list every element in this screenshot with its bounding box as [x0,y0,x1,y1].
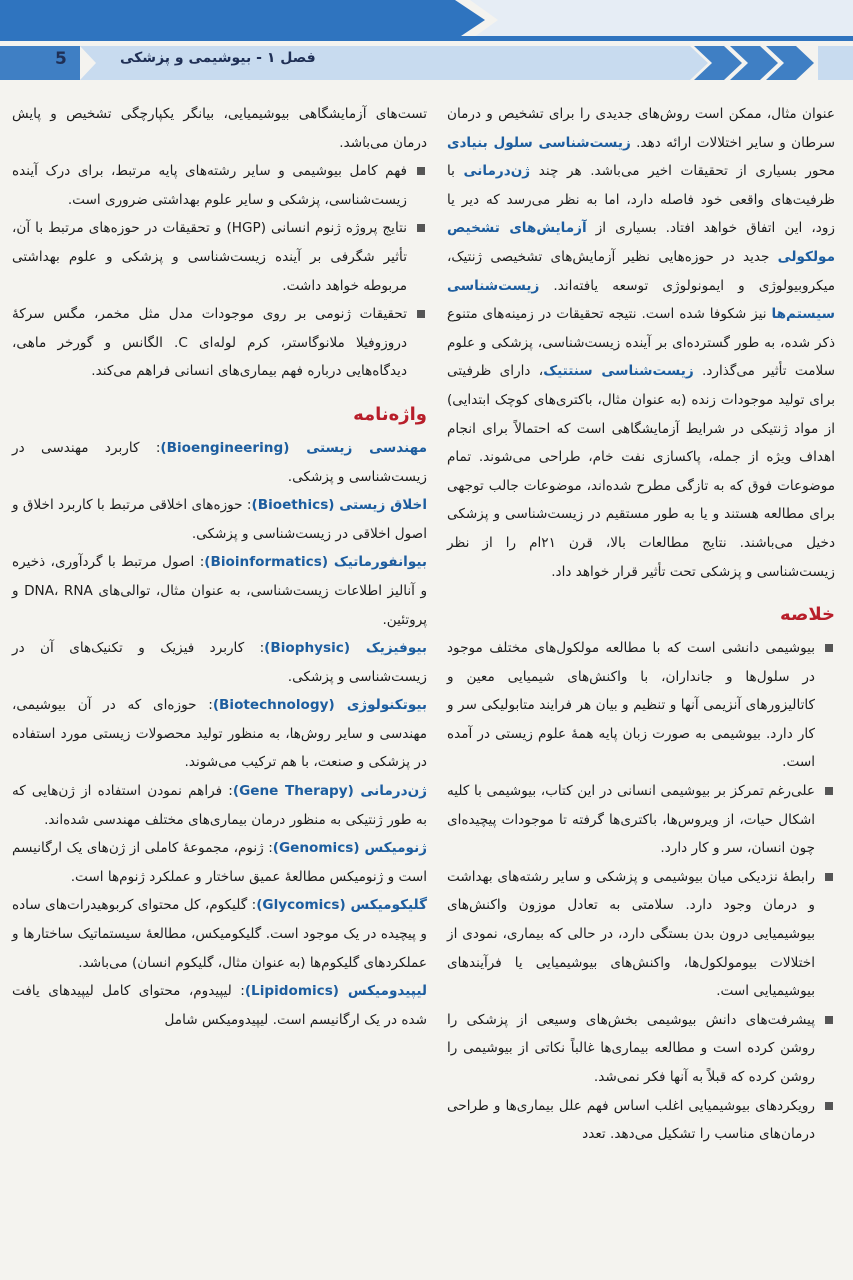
glossary-term: مهندسی زیستی [306,439,428,456]
glossary-term-en: (Bioinformatics) [204,554,329,571]
glossary-definition: : کاربرد فیزیک و تکنیک‌های آن در زیست‌شناسی و پزشکی. [12,640,427,685]
intro-text: عنوان مثال، ممکن است روش‌های جدیدی را برای تشخیص و درمان سرطان و سایر اختلالات ارائه دهد. [447,106,835,151]
glossary-entry [12,491,427,548]
glossary-entry [12,977,427,1034]
summary-heading: خلاصه [780,604,835,626]
glossary-term-en: (Bioengineering) [160,439,290,456]
glossary-term-en: (Gene Therapy) [232,783,354,800]
left-bullet-item: نتایج پروژه ژنوم انسانی (HGP) و تحقیقات در حوزه‌های مرتبط با آن، تأثیر شگرفی بر آینده زیست‌شناسی و پزشکی و علوم بهداشتی مربوطه خواهد داشت. [12,214,427,300]
glossary-term: اخلاق زیستی [339,497,428,514]
highlighted-term: زیست‌شناسی سیستم‌ها [447,277,835,323]
right-column [447,100,835,1149]
glossary-entry [12,891,427,977]
glossary-term-en: (Biophysic) [264,640,351,657]
glossary-term-en: (Genomics) [272,840,360,857]
glossary-term: بیوتکنولوژی [346,697,427,714]
glossary-term-en: (Bioethics) [251,497,335,514]
continued-text: تست‌های آزمایشگاهی بیوشیمیایی، بیانگر یکپارچگی تشخیص و پایش درمان می‌باشد. [12,106,427,151]
summary-item: رابطهٔ نزدیکی میان بیوشیمی و پزشکی و سایر رشته‌های بهداشت و درمان وجود دارد. سلامتی به تعادل موزون واکنش‌های بیوشیمیایی درون بدن بستگی دارد، در حالی که بیماری، نمودی از اختلالات بیومولکول‌ها، واکنش‌های بیوشیمیایی یا فرآیندهای بیوشیمیایی است. [447,863,835,1006]
highlighted-term: زیست‌شناسی سنتتیک [543,363,694,380]
glossary-definition: : حوزه‌ای که در آن بیوشیمی، مهندسی و سایر روش‌ها، به منظور تولید محصولات زیستی مورد استفاده در پزشکی و صنعت، با هم ترکیب می‌شوند. [12,697,427,771]
glossary-entry [12,634,427,691]
left-bullet-item: فهم کامل بیوشیمی و سایر رشته‌های پایه مرتبط، برای درک آینده زیست‌شناسی، پزشکی و سایر علوم بهداشتی ضروری است. [12,157,427,214]
glossary-definition: : حوزه‌های اخلاقی مرتبط با کاربرد اخلاق و اصول اخلاقی در زیست‌شناسی و پزشکی. [12,497,427,542]
glossary-term-en: (Glycomics) [256,897,346,914]
glossary-entry [12,691,427,777]
highlighted-term: آزمایش‌های تشخیص مولکولی [447,220,835,265]
glossary-definition: : فراهم نمودن استفاده از ژن‌هایی که به طور ژنتیکی به منظور درمان بیماری‌های مختلف مهندسی شده‌اند. [12,783,427,828]
highlighted-term: زیست‌شناسی سلول بنیادی [447,134,631,151]
intro-paragraph [447,100,835,586]
left-bullet-item: تحقیقات ژنومی بر روی موجودات مدل مثل مخمر، مگس سرکهٔ دروزوفیلا ملانوگاستر، کرم لوله‌ای C. الگانس و گورخر ماهی، دیدگاه‌هایی درباره فهم بیماری‌های انسانی فراهم می‌کند. [12,300,427,386]
intro-text: با ظرفیت‌های واقعی خود فاصله دارد، اما به نظر می‌رسد که دیر یا زود، این اتفاق خواهد افتاد. بسیاری از [447,163,835,237]
glossary-list [12,434,427,1034]
summary-item: پیشرفت‌های دانش بیوشیمی بخش‌های وسیعی از پزشکی را روشن کرده است و مطالعه بیماری‌ها غالباً نکاتی از بیوشیمی را روشن کرده که قبلاً به آنها فکر نمی‌شد. [447,1006,835,1092]
glossary-term: ژنومیکس [364,840,428,857]
glossary-term: گلیکومیکس [350,897,428,914]
glossary-term-en: (Biotechnology) [212,697,335,714]
glossary-entry [12,548,427,634]
summary-item: بیوشیمی دانشی است که با مطالعه مولکول‌های مختلف موجود در سلول‌ها و جانداران، با واکنش‌های شیمیایی معین و کاتالیزورهای آنزیمی آنها و تنظیم و بیان هر فرایند متابولیکی سر و کار دارد. بیوشیمی به صورت زبان پایه همهٔ علوم زیستی در آمده است. [447,634,835,777]
left-bullet-list [12,157,427,386]
summary-item: علی‌رغم تمرکز بر بیوشیمی انسانی در این کتاب، بیوشیمی با کلیه اشکال حیات، از ویروس‌ها، باکتری‌ها گرفته تا موجودات پیچیده‌ای چون انسان، سر و کار دارد. [447,777,835,863]
glossary-definition: : گلیکوم، کل محتوای کربوهیدرات‌های ساده و پیچیده در یک موجود است. گلیکومیکس، مطالعهٔ سیستماتیک ساختارها و عملکردهای گلیکوم‌ها (به عنوان مثال، گلیکوم انسان) می‌باشد. [12,897,427,971]
glossary-entry [12,777,427,834]
page-number: 5 [55,49,67,69]
summary-item: رویکردهای بیوشیمیایی اغلب اساس فهم علل بیماری‌ها و طراحی درمان‌های مناسب را تشکیل می‌دهد. تعدد [447,1092,835,1149]
glossary-definition: : اصول مرتبط با گردآوری، ذخیره و آنالیز اطلاعات زیست‌شناسی، به عنوان مثال، توالی‌های DNA، RNA و پروتئین. [12,554,428,628]
glossary-definition: : ژنوم، مجموعهٔ کاملی از ژن‌های یک ارگانیسم است و ژنومیکس مطالعهٔ عمیق ساختار و عملکرد ژنوم‌ها است. [12,840,427,885]
glossary-term: بیوانفورماتیک [333,554,428,571]
glossary-heading: واژه‌نامه [353,403,427,425]
summary-list [447,634,835,1149]
glossary-term-en: (Lipidomics) [244,983,340,1000]
intro-text: جدید در حوزه‌هایی نظیر آزمایش‌های تشخیصی ژنتیک، میکروبیولوژی و ایمونولوژی توسعه یافته‌اند. [447,248,835,294]
highlighted-term: ژن‌درمانی [463,163,531,180]
glossary-definition: : لیپیدوم، محتوای کامل لیپیدهای یافت شده در یک ارگانیسم است. لیپیدومیکس شامل [12,983,427,1028]
glossary-entry [12,834,427,891]
glossary-term: لیپیدومیکس [347,983,428,1000]
intro-text: محور بسیاری از تحقیقات اخیر می‌باشد. هر چند [530,163,835,180]
top-banner [0,0,853,44]
glossary-term: ژن‌درمانی [360,783,427,800]
glossary-definition: : کاربرد مهندسی در زیست‌شناسی و پزشکی. [12,439,427,485]
glossary-entry [12,434,427,491]
intro-text: نیز شکوفا شده است. نتیجه تحقیقات در زمینه‌های متنوع ذکر شده، به طور گسترده‌ای بر آینده زیست‌شناسی، پزشکی و علوم سلامت تأثیر می‌گذارد. [447,306,836,380]
chapter-title: فصل ۱ - بیوشیمی و پزشکی [120,50,316,66]
intro-text: ، دارای ظرفیتی برای تولید موجودات زنده (به عنوان مثال، باکتری‌های کوچک ابتدایی) از مواد ژنتیکی در شرایط آزمایشگاهی است که احتمالاً برای انجام اهداف ویژه از جمله، پاکسازی نفت خام، طراحی می‌شوند. تمام موضوعات فوق که به تازگی مطرح شده‌اند، موضوعات جالب توجهی برای مطالعه هستند و یا به طور مستقیم در زیست‌شناسی و پزشکی دخیل می‌باشند. نتایج مطالعات بالا، قرن ۲۱ام را از نظر زیست‌شناسی و پزشکی تحت تأثیر قرار خواهد داد. [447,363,835,580]
left-column [12,100,427,1034]
glossary-term: بیوفیزیک [365,640,427,657]
